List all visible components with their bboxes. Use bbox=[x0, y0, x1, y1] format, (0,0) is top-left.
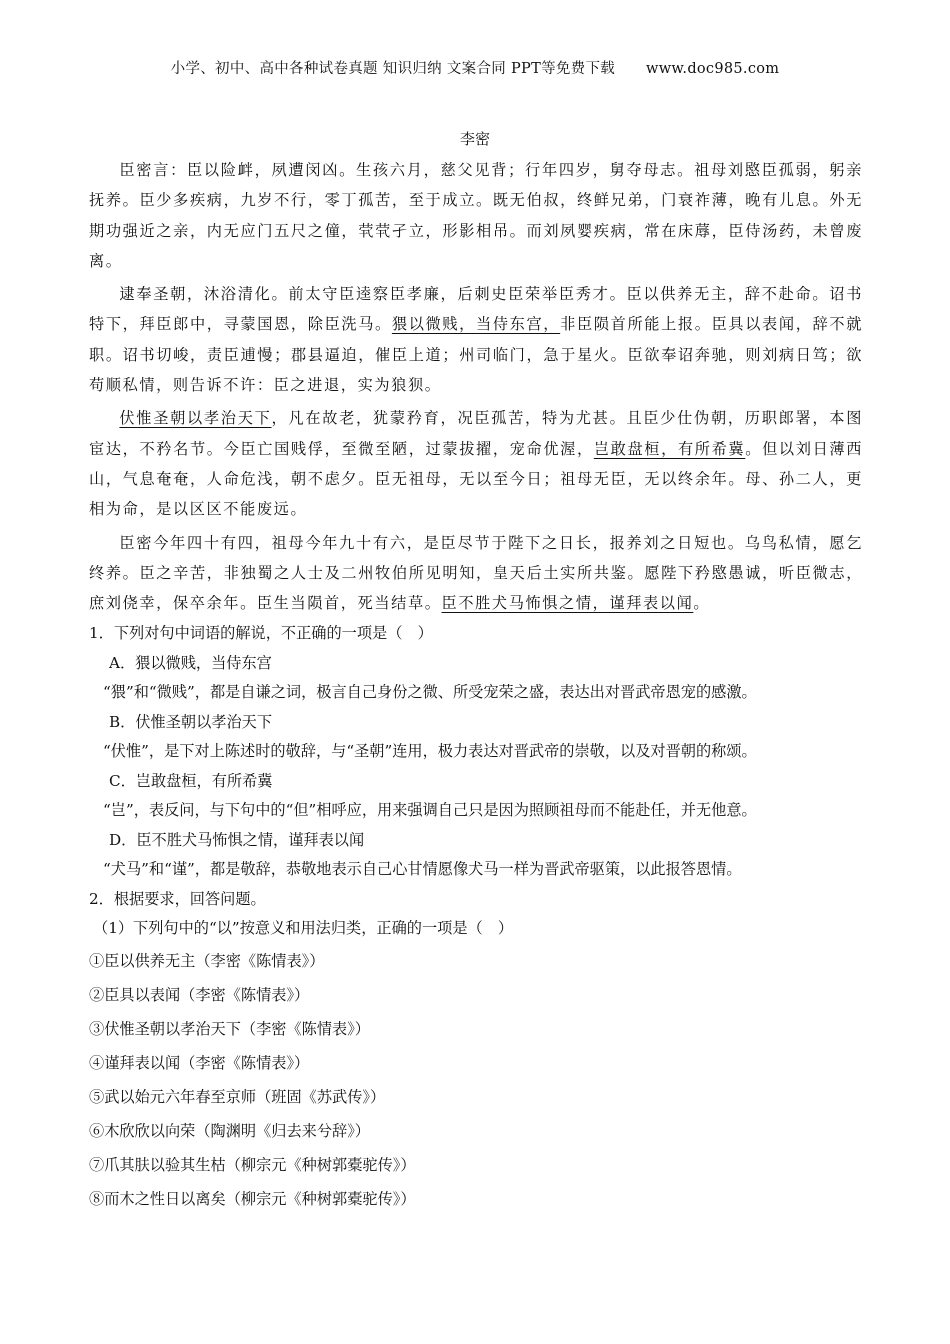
paragraph-4: 臣密今年四十有四，祖母今年九十有六，是臣尽节于陛下之日长，报养刘之日短也。乌鸟私情，愿乞终养。臣之辛苦，非独蜀之人士及二州牧伯所见明知，皇天后土实所共鉴。愿陛下矜愍愚诚，听臣微志，庶刘侥幸，保卒余年。臣生当陨首，死当结草。臣不胜犬马怖惧之情，谨拜表以闻。 bbox=[89, 533, 863, 613]
sentence-4: ④谨拜表以闻（李密《陈情表》） bbox=[89, 1053, 310, 1072]
paragraph-2: 逮奉圣朝，沐浴清化。前太守臣逵察臣孝廉，后刺史臣荣举臣秀才。臣以供养无主，辞不赴命。诏书特下，拜臣郎中，寻蒙国恩，除臣洗马。猥以微贱，当侍东宫，非臣陨首所能上报。臣具以表闻，辞不就职。诏书切峻，责臣逋慢；郡县逼迫，催臣上道；州司临门，急于星火。臣欲奉诏奔驰，则刘病日笃；欲苟顺私情，则告诉不许：臣之进退，实为狼狈。 bbox=[89, 285, 863, 395]
underlined-sentence-1: 猥以微贱，当侍东宫， bbox=[391, 315, 561, 334]
option-d-explanation: “犬马”和“谨”，都是敬辞，恭敬地表示自己心甘情愿像犬马一样为晋武帝驱策，以此报答恩情。 bbox=[103, 860, 742, 878]
sentence-8: ⑧而木之性日以离矣（柳宗元《种树郭橐驼传》） bbox=[89, 1189, 416, 1208]
sentence-3: ③伏惟圣朝以孝治天下（李密《陈情表》） bbox=[89, 1019, 370, 1038]
option-d: D．臣不胜犬马怖惧之情，谨拜表以闻 bbox=[109, 830, 365, 849]
sentence-7: ⑦爪其肤以验其生枯（柳宗元《种树郭橐驼传》） bbox=[89, 1155, 416, 1174]
option-b-explanation: “伏惟”，是下对上陈述时的敬辞，与“圣朝”连用，极力表达对晋武帝的崇敬，以及对晋朝的称颂。 bbox=[103, 742, 757, 760]
header-text: 小学、初中、高中各种试卷真题 知识归纳 文案合同 PPT等免费下载 bbox=[170, 61, 616, 77]
questions bbox=[89, 619, 879, 1216]
passage bbox=[89, 155, 863, 621]
option-a-explanation: “猥”和“微贱”，都是自谦之词，极言自己身份之微、所受宠荣之盛，表达出对晋武帝恩宠的感激。 bbox=[103, 683, 757, 701]
passage-title: 李密 bbox=[459, 130, 490, 148]
sentence-5: ⑤武以始元六年春至京师（班固《苏武传》） bbox=[89, 1087, 386, 1106]
paragraph-1: 臣密言：臣以险衅，夙遭闵凶。生孩六月，慈父见背；行年四岁，舅夺母志。祖母刘愍臣孤弱，躬亲抚养。臣少多疾病，九岁不行，零丁孤苦，至于成立。既无伯叔，终鲜兄弟，门衰祚薄，晚有儿息。外无期功强近之亲，内无应门五尺之僮，茕茕孑立，形影相吊。而刘夙婴疾病，常在床蓐，臣侍汤药，未曾废离。 bbox=[89, 161, 863, 270]
underlined-sentence-2: 伏惟圣朝以孝治天下 bbox=[119, 409, 272, 428]
sentence-6: ⑥木欣欣以向荣（陶渊明《归去来兮辞》） bbox=[89, 1121, 370, 1140]
option-b: B．伏惟圣朝以孝治天下 bbox=[109, 712, 273, 731]
question-2-1: （1）下列句中的“以”按意义和用法归类，正确的一项是（ ） bbox=[93, 919, 514, 937]
underlined-sentence-4: 臣不胜犬马怖惧之情，谨拜表以闻 bbox=[441, 594, 694, 613]
underlined-sentence-3: 岂敢盘桓，有所希冀 bbox=[593, 439, 746, 458]
sentence-1: ①臣以供养无主（李密《陈情表》） bbox=[89, 951, 325, 970]
option-c: C．岂敢盘桓，有所希冀 bbox=[109, 771, 273, 790]
sentence-2: ②臣具以表闻（李密《陈情表》） bbox=[89, 985, 310, 1004]
question-2-stem: 2．根据要求，回答问题。 bbox=[89, 889, 266, 908]
page-header bbox=[0, 57, 950, 78]
option-c-explanation: “岂”，表反问，与下句中的“但”相呼应，用来强调自己只是因为照顾祖母而不能赴任，并无他意。 bbox=[103, 801, 757, 819]
option-a: A．猥以微贱，当侍东宫 bbox=[109, 653, 272, 672]
header-url[interactable]: www.doc985.com bbox=[646, 61, 780, 77]
paragraph-3: 伏惟圣朝以孝治天下，凡在故老，犹蒙矜育，况臣孤苦，特为尤甚。且臣少仕伪朝，历职郎署，本图宦达，不矜名节。今臣亡国贱俘，至微至陋，过蒙拔擢，宠命优渥，岂敢盘桓，有所希冀。但以刘日薄西山，气息奄奄，人命危浅，朝不虑夕。臣无祖母，无以至今日；祖母无臣，无以终余年。母、孙二人，更相为命，是以区区不能废远。 bbox=[89, 409, 864, 519]
question-1-stem: 1．下列对句中词语的解说，不正确的一项是（ ） bbox=[89, 624, 433, 642]
